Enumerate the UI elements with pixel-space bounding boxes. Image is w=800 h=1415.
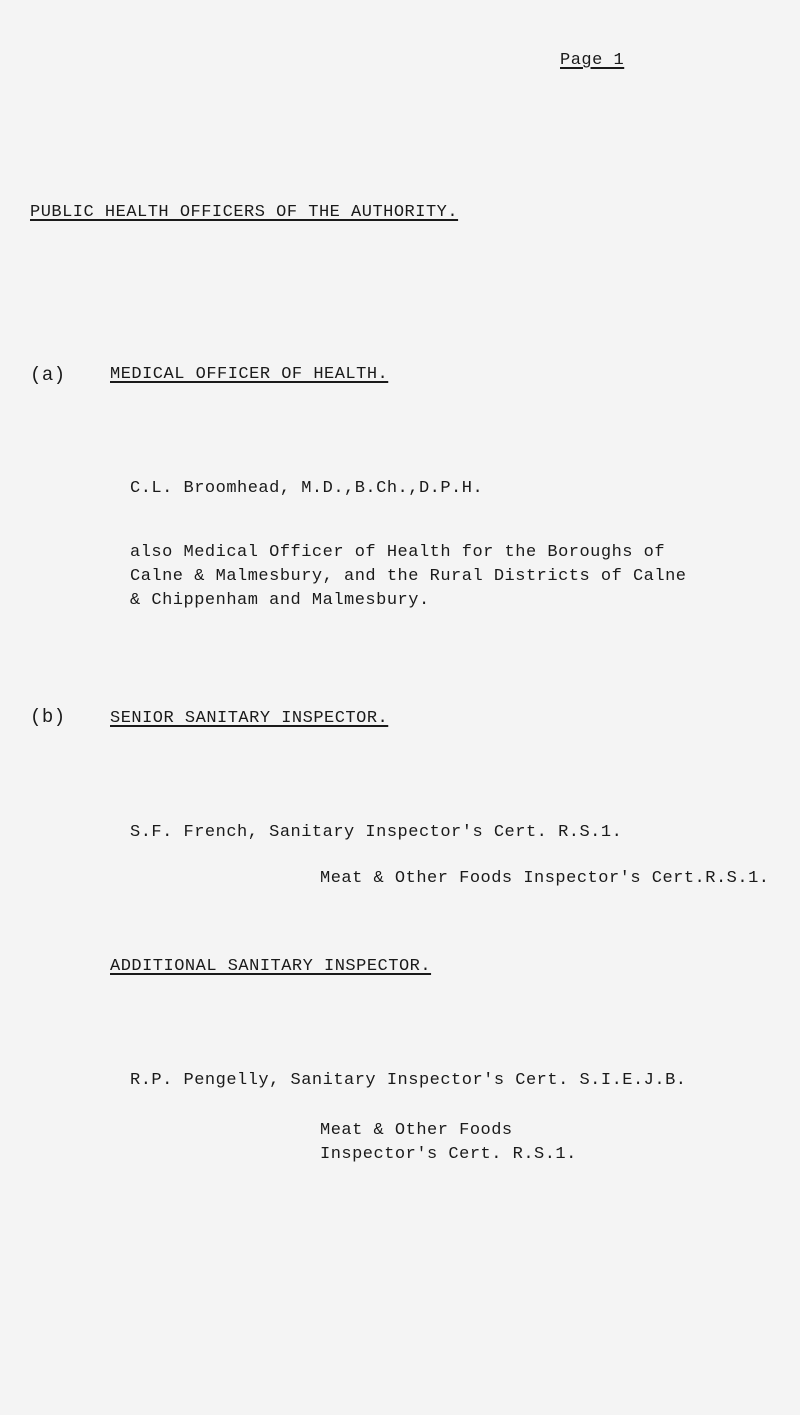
section-b-marker: (b) — [30, 706, 66, 728]
section-b-heading: SENIOR SANITARY INSPECTOR. — [110, 709, 389, 728]
additional-inspector-entry-line-1: R.P. Pengelly, Sanitary Inspector's Cert. S.I.E.J.B. — [130, 1071, 687, 1090]
page-number: Page 1 — [560, 51, 625, 70]
additional-inspector-entry-line-2: Meat & Other Foods — [320, 1121, 513, 1140]
main-heading: PUBLIC HEALTH OFFICERS OF THE AUTHORITY. — [30, 203, 459, 222]
additional-heading: ADDITIONAL SANITARY INSPECTOR. — [110, 957, 432, 976]
senior-inspector-entry-line-2: Meat & Other Foods Inspector's Cert.R.S.1. — [320, 869, 770, 888]
additional-inspector-entry-line-3: Inspector's Cert. R.S.1. — [320, 1145, 577, 1164]
medical-officer-note-line-3: & Chippenham and Malmesbury. — [130, 591, 430, 610]
section-a-heading: MEDICAL OFFICER OF HEALTH. — [110, 365, 389, 384]
medical-officer-name: C.L. Broomhead, M.D.,B.Ch.,D.P.H. — [130, 479, 484, 498]
medical-officer-note-line-1: also Medical Officer of Health for the Boroughs of — [130, 543, 666, 562]
senior-inspector-entry-line-1: S.F. French, Sanitary Inspector's Cert. R.S.1. — [130, 823, 623, 842]
section-a-marker: (a) — [30, 364, 66, 386]
medical-officer-note-line-2: Calne & Malmesbury, and the Rural Districts of Calne — [130, 567, 687, 586]
